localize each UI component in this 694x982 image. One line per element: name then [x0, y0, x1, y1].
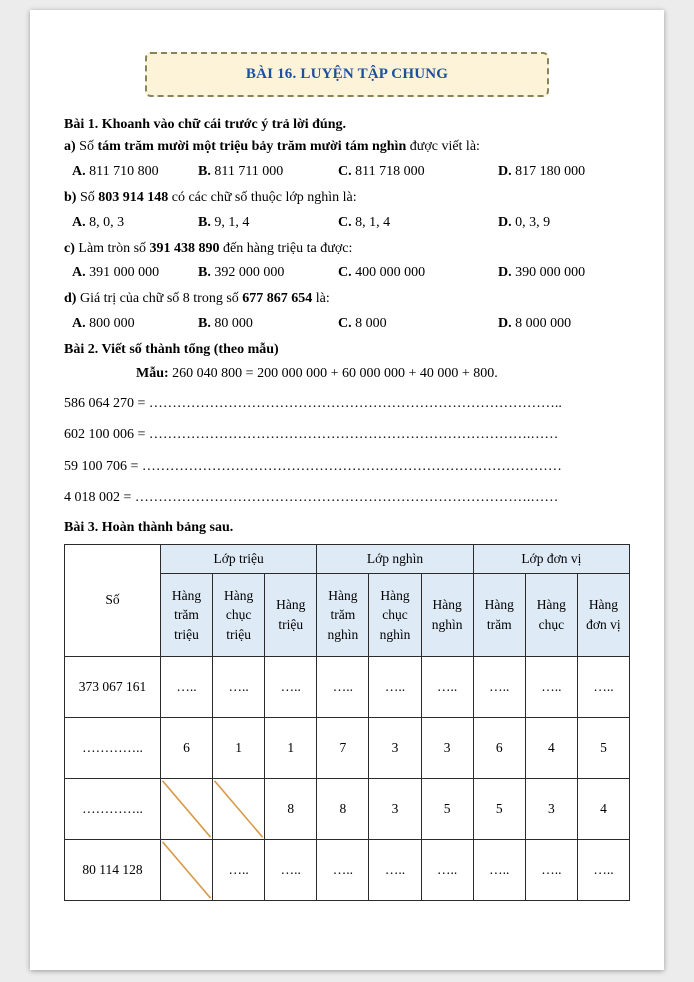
table-cell: 3: [421, 717, 473, 778]
bai2-answer-line-1: 586 064 270 = ……………………………………………………………………………..: [64, 396, 562, 412]
table-subheader: Hàng trăm: [473, 573, 525, 656]
option-value: 390 000 000: [511, 265, 586, 281]
table-cell: …..: [317, 656, 369, 717]
option-value: 811 710 800: [85, 163, 159, 179]
question-bold: tám trăm mười một triệu bảy trăm mười tám nghìn: [97, 139, 407, 154]
table-cell: …..: [317, 839, 369, 900]
question-suffix: là:: [312, 291, 330, 307]
bai2-answer-line-3: 59 100 706 = ………………………………………………………………………………: [64, 458, 562, 474]
option-a-B: [198, 163, 338, 182]
option-c-D: [498, 264, 630, 283]
table-subheader: Hàng đơn vị: [577, 573, 629, 656]
table-group-lop-don-vi: Lớp đơn vị: [473, 544, 629, 573]
table-cell: 3: [369, 778, 421, 839]
bai3-heading: Bài 3. Hoàn thành bảng sau.: [64, 519, 234, 535]
table-cell: 8: [265, 778, 317, 839]
option-letter: C.: [338, 163, 352, 179]
option-letter: A.: [72, 316, 86, 332]
option-letter: B.: [198, 265, 211, 281]
option-c-C: [338, 264, 498, 283]
option-d-A: [72, 315, 198, 334]
option-value: 400 000 000: [351, 265, 426, 281]
diagonal-cell: [161, 778, 213, 839]
table-subheader: Hàng trăm nghìn: [317, 573, 369, 656]
option-b-C: [338, 214, 498, 233]
bai1-question-d: [64, 290, 630, 309]
lesson-title: BÀI 16. LUYỆN TẬP CHUNG: [245, 66, 449, 82]
table-cell: …..: [265, 839, 317, 900]
option-b-A: [72, 214, 198, 233]
option-b-B: [198, 214, 338, 233]
option-value: 0, 3, 9: [511, 214, 551, 230]
question-prefix: Làm tròn số: [74, 240, 150, 256]
option-d-C: [338, 315, 498, 334]
table-cell: 7: [317, 717, 369, 778]
option-a-D: [498, 163, 630, 182]
table-subheader: Hàng nghìn: [421, 573, 473, 656]
option-value: 391 000 000: [85, 265, 160, 281]
option-c-A: [72, 264, 198, 283]
table-cell: …..: [265, 656, 317, 717]
bai1-heading: Bài 1. Khoanh vào chữ cái trước ý trả lời đúng.: [64, 117, 346, 132]
table-subheader: Hàng chục nghìn: [369, 573, 421, 656]
table-cell: 6: [161, 717, 213, 778]
so-cell: …………..: [65, 778, 161, 839]
question-suffix: đến hàng triệu ta được:: [219, 240, 353, 256]
table-row: [65, 778, 630, 839]
example-label: Mẫu:: [136, 366, 169, 382]
table-row: [65, 656, 630, 717]
diagonal-cell: [213, 778, 265, 839]
table-cell: 4: [577, 778, 629, 839]
table-cell: …..: [213, 656, 265, 717]
table-row: [65, 839, 630, 900]
option-letter: C.: [338, 214, 352, 230]
option-value: 817 180 000: [511, 163, 586, 179]
option-value: 80 000: [210, 316, 253, 332]
bai1-question-b: [64, 189, 630, 208]
option-a-A: [72, 163, 198, 182]
option-d-B: [198, 315, 338, 334]
example-text: 260 040 800 = 200 000 000 + 60 000 000 + 40 000 + 800.: [168, 366, 498, 382]
question-suffix: có các chữ số thuộc lớp nghìn là:: [168, 189, 357, 205]
option-letter: A.: [72, 163, 86, 179]
bai2-answer-line-4: 4 018 002 = ………………………………………………………………………….……: [64, 489, 559, 505]
option-letter: D.: [498, 163, 512, 179]
option-value: 8 000 000: [511, 316, 572, 332]
diagonal-line-icon: [161, 779, 212, 839]
option-letter: C.: [338, 265, 352, 281]
table-cell: 5: [577, 717, 629, 778]
table-row: [65, 717, 630, 778]
table-header-so: Số: [65, 544, 161, 656]
question-prefix: Số: [75, 139, 98, 154]
question-prefix: Số: [76, 189, 99, 205]
option-value: 8 000: [351, 316, 387, 332]
table-cell: 3: [525, 778, 577, 839]
bai1-question-a: [64, 138, 630, 157]
table-cell: 5: [421, 778, 473, 839]
option-b-D: [498, 214, 630, 233]
bai1-options-d: [64, 315, 630, 334]
table-cell: …..: [577, 656, 629, 717]
table-cell: 6: [473, 717, 525, 778]
option-d-D: [498, 315, 630, 334]
table-subheader: Hàng triệu: [265, 573, 317, 656]
table-cell: …..: [577, 839, 629, 900]
bai2-heading: Bài 2. Viết số thành tổng (theo mẫu): [64, 342, 279, 358]
worksheet-page: [30, 10, 664, 970]
diagonal-cell: [161, 839, 213, 900]
table-cell: …..: [473, 656, 525, 717]
question-prefix: Giá trị của chữ số 8 trong số: [76, 291, 243, 307]
question-suffix: được viết là:: [406, 139, 480, 154]
table-cell: …..: [161, 656, 213, 717]
question-label: c): [64, 240, 75, 256]
option-value: 800 000: [85, 316, 135, 332]
table-cell: 8: [317, 778, 369, 839]
bai1-options-a: [64, 163, 630, 182]
place-value-table: [64, 544, 630, 901]
option-letter: A.: [72, 265, 86, 281]
question-bold: 803 914 148: [98, 189, 169, 205]
table-cell: …..: [421, 839, 473, 900]
table-cell: 1: [213, 717, 265, 778]
so-cell: …………..: [65, 717, 161, 778]
diagonal-line-icon: [161, 840, 212, 900]
question-bold: 677 867 654: [242, 291, 313, 307]
table-subheader: Hàng chục triệu: [213, 573, 265, 656]
table-group-lop-nghin: Lớp nghìn: [317, 544, 473, 573]
question-label: a): [64, 139, 76, 154]
table-cell: 5: [473, 778, 525, 839]
option-a-C: [338, 163, 498, 182]
so-cell: 373 067 161: [65, 656, 161, 717]
option-letter: D.: [498, 316, 512, 332]
table-group-lop-trieu: Lớp triệu: [161, 544, 317, 573]
bai1-options-c: [64, 264, 630, 283]
table-cell: …..: [525, 656, 577, 717]
bai2-example: [64, 366, 630, 382]
table-subheader: Hàng trăm triệu: [161, 573, 213, 656]
option-c-B: [198, 264, 338, 283]
table-cell: …..: [369, 656, 421, 717]
option-letter: C.: [338, 316, 352, 332]
table-cell: …..: [525, 839, 577, 900]
option-value: 811 718 000: [351, 163, 425, 179]
question-bold: 391 438 890: [149, 240, 220, 256]
lesson-title-banner: [145, 52, 549, 97]
question-label: d): [64, 291, 77, 307]
table-cell: …..: [473, 839, 525, 900]
option-value: 9, 1, 4: [210, 214, 250, 230]
option-letter: B.: [198, 214, 211, 230]
bai1-question-c: [64, 240, 630, 259]
bai1-options-b: [64, 214, 630, 233]
option-letter: B.: [198, 316, 211, 332]
option-letter: B.: [198, 163, 211, 179]
option-value: 811 711 000: [210, 163, 284, 179]
option-letter: A.: [72, 214, 86, 230]
table-subheader: Hàng chục: [525, 573, 577, 656]
option-letter: D.: [498, 265, 512, 281]
table-cell: …..: [213, 839, 265, 900]
table-cell: 4: [525, 717, 577, 778]
option-letter: D.: [498, 214, 512, 230]
option-value: 8, 0, 3: [85, 214, 125, 230]
table-cell: …..: [421, 656, 473, 717]
question-label: b): [64, 189, 77, 205]
option-value: 392 000 000: [210, 265, 285, 281]
bai2-answer-line-2: 602 100 006 = ……………………………………………………………………….……: [64, 427, 559, 443]
option-value: 8, 1, 4: [351, 214, 391, 230]
diagonal-line-icon: [213, 779, 264, 839]
table-cell: …..: [369, 839, 421, 900]
table-cell: 3: [369, 717, 421, 778]
so-cell: 80 114 128: [65, 839, 161, 900]
table-cell: 1: [265, 717, 317, 778]
